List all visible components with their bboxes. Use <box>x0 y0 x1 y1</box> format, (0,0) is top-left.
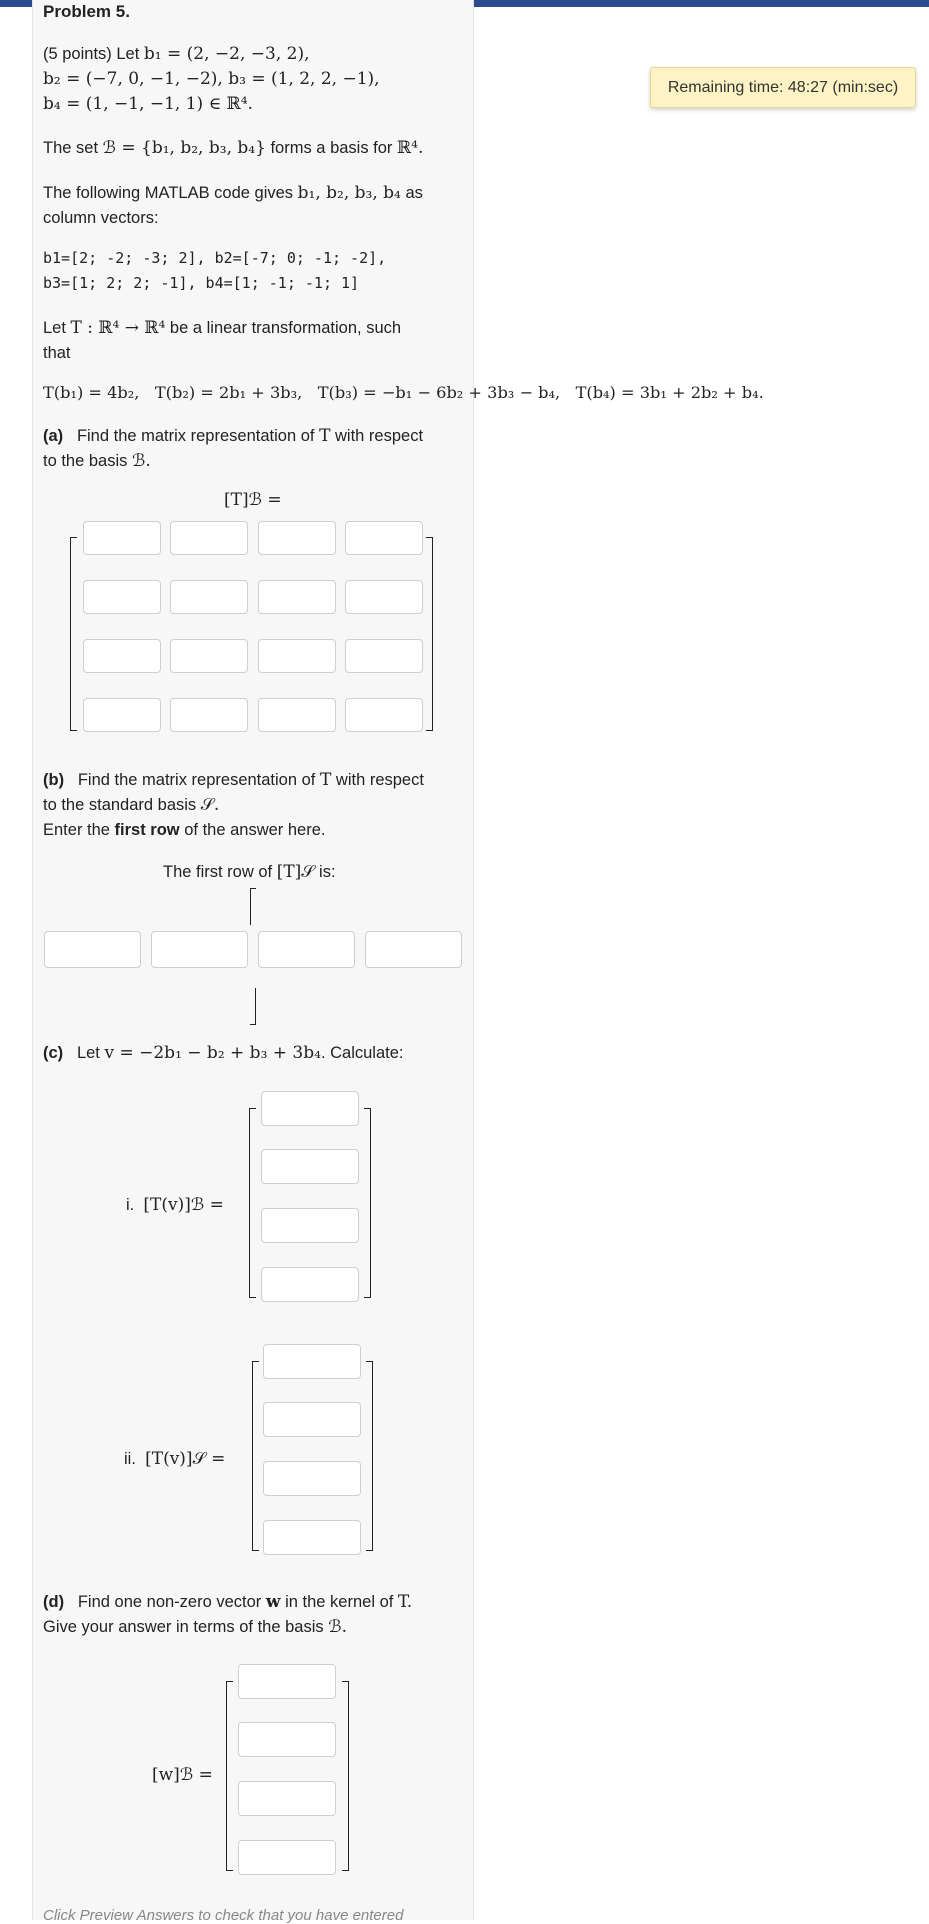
c-ii-cell[interactable] <box>263 1461 361 1496</box>
part-a-text2: to the basis <box>43 452 132 470</box>
part-a-line-1 <box>43 424 423 449</box>
first-row-cell[interactable] <box>44 931 141 968</box>
part-a-T: T <box>319 426 331 446</box>
w-cell[interactable] <box>238 1840 336 1875</box>
matlab-code-1: b1=[2; -2; -3; 2], b2=[-7; 0; -1; -2], <box>43 249 387 267</box>
part-d-line-2 <box>43 1615 347 1640</box>
matrix-a-cell[interactable] <box>345 698 423 732</box>
part-d-T: T. <box>397 1592 413 1612</box>
part-c-label: (c) <box>43 1044 64 1062</box>
c-ii-cell[interactable] <box>263 1344 361 1379</box>
matrix-a-cell[interactable] <box>258 580 336 614</box>
part-d-pre: Find one non-zero vector <box>77 1593 266 1611</box>
matrix-a-cell[interactable] <box>83 521 161 555</box>
enter-pre: Enter the <box>43 821 115 839</box>
c-ii-cell[interactable] <box>263 1520 361 1555</box>
part-b-label: (b) <box>43 771 65 789</box>
w-right-bracket <box>342 1681 349 1871</box>
part-c-line <box>43 1041 404 1066</box>
basis-post: forms a basis for <box>265 139 398 157</box>
part-b-line-1 <box>43 768 424 793</box>
problem-title: Problem 5. <box>43 2 130 21</box>
c-ii-num: ii. <box>124 1450 136 1468</box>
matlab-code-2: b3=[1; 2; 2; -1], b4=[1; -1; -1; 1] <box>43 274 360 292</box>
matrix-a-cell[interactable] <box>258 521 336 555</box>
part-a-label: (a) <box>43 427 64 445</box>
first-row-cell[interactable] <box>365 931 462 968</box>
w-left-bracket <box>226 1681 233 1871</box>
let-T-line <box>43 316 401 341</box>
part-a-post: with respect <box>330 427 424 445</box>
matlab-intro <box>43 181 423 206</box>
matrix-a-cell[interactable] <box>258 698 336 732</box>
c-ii-left-bracket <box>252 1361 259 1551</box>
c-i-math: [T(v)]ℬ = <box>143 1195 224 1215</box>
footer-text: Click Preview Answers to check that you have entered <box>43 1907 404 1924</box>
row-label-pre: The first row of <box>163 863 277 881</box>
first-row-cell[interactable] <box>151 931 248 968</box>
c-i-cell[interactable] <box>261 1208 359 1243</box>
matrix-a-cell[interactable] <box>170 521 248 555</box>
part-a-line-2 <box>43 449 151 474</box>
part-c-i-label <box>126 1193 224 1218</box>
basis-math: ℬ = {b₁, b₂, b₃, b₄} <box>102 138 266 158</box>
part-d-label: (d) <box>43 1593 65 1611</box>
let-T-math: T : ℝ⁴ → ℝ⁴ <box>70 318 166 338</box>
enter-post: of the answer here. <box>179 821 326 839</box>
basis-r4: ℝ⁴. <box>397 138 424 158</box>
part-b-basis: 𝒮. <box>200 795 220 815</box>
c-i-left-bracket <box>249 1108 256 1298</box>
remaining-time-badge: Remaining time: 48:27 (min:sec) <box>650 67 916 108</box>
row-label-post: is: <box>314 863 336 881</box>
part-b-enter-line <box>43 818 325 843</box>
part-b-line-2 <box>43 793 219 818</box>
matlab-pre: The following MATLAB code gives <box>43 184 298 202</box>
matrix-a-cell[interactable] <box>170 580 248 614</box>
part-c-post: . Calculate: <box>320 1044 404 1062</box>
basis-statement <box>43 136 423 161</box>
row-right-bracket <box>250 988 256 1025</box>
part-d-w: w <box>265 1592 281 1612</box>
part-b-post: with respect <box>331 771 424 789</box>
enter-bold: first row <box>114 821 180 839</box>
basis-pre: The set <box>43 139 103 157</box>
c-ii-math: [T(v)]𝒮 = <box>145 1449 226 1469</box>
part-c-ii-label <box>124 1447 225 1472</box>
points-text: (5 points) Let <box>43 45 144 63</box>
part-a-basis: ℬ. <box>131 451 151 471</box>
b2-b3-def: b₂ = (−7, 0, −1, −2), b₃ = (1, 2, 2, −1), <box>43 69 380 89</box>
part-c-pre: Let <box>76 1044 105 1062</box>
first-row-cell[interactable] <box>258 931 355 968</box>
part-d-basis: ℬ. <box>328 1617 347 1637</box>
c-ii-right-bracket <box>366 1361 373 1551</box>
c-i-cell[interactable] <box>261 1149 359 1184</box>
first-row-label <box>163 860 336 885</box>
matrix-a-cell[interactable] <box>83 698 161 732</box>
part-d-post: in the kernel of <box>280 1593 398 1611</box>
matrix-a-cell[interactable] <box>83 639 161 673</box>
matrix-a-right-bracket <box>426 537 433 731</box>
part-b-text2: to the standard basis <box>43 796 201 814</box>
b4-def: b₄ = (1, −1, −1, 1) ∈ ℝ⁴. <box>43 94 253 114</box>
w-cell[interactable] <box>238 1722 336 1757</box>
w-cell[interactable] <box>238 1664 336 1699</box>
let-T-line-2: that <box>43 344 71 362</box>
let-T-post: be a linear transformation, such <box>165 319 402 337</box>
part-c-v-def: v = −2b₁ − b₂ + b₃ + 3b₄ <box>104 1043 321 1063</box>
matrix-a-cell[interactable] <box>83 580 161 614</box>
matrix-a-cell[interactable] <box>345 580 423 614</box>
c-i-cell[interactable] <box>261 1267 359 1302</box>
matlab-intro-2: column vectors: <box>43 209 159 227</box>
part-d-line-1 <box>43 1590 412 1615</box>
row-left-bracket <box>250 888 256 925</box>
matrix-a-cell[interactable] <box>170 698 248 732</box>
w-cell[interactable] <box>238 1781 336 1816</box>
transformation-equations: T(b₁) = 4b₂, T(b₂) = 2b₁ + 3b₃, T(b₃) = −b₁ − 6b₂ + 3b₃ − b₄, T(b₄) = 3b₁ + 2b₂ + b₄. <box>43 383 764 402</box>
matrix-a-cell[interactable] <box>345 639 423 673</box>
matrix-a-cell[interactable] <box>345 521 423 555</box>
matrix-a-cell[interactable] <box>170 639 248 673</box>
c-i-cell[interactable] <box>261 1091 359 1126</box>
c-i-num: i. <box>126 1196 135 1214</box>
matlab-post: as <box>400 184 423 202</box>
c-ii-cell[interactable] <box>263 1402 361 1437</box>
let-T-pre: Let <box>43 319 71 337</box>
intro-line-1 <box>43 42 309 67</box>
matrix-a-label: [T]ℬ = <box>224 490 282 510</box>
matrix-a-cell[interactable] <box>258 639 336 673</box>
part-d-text2: Give your answer in terms of the basis <box>43 1618 329 1636</box>
matrix-a-left-bracket <box>70 537 77 731</box>
matlab-math: b₁, b₂, b₃, b₄ <box>297 183 401 203</box>
b1-def: b₁ = (2, −2, −3, 2), <box>143 44 310 64</box>
w-vector-label: [w]ℬ = <box>152 1765 213 1785</box>
part-b-text: Find the matrix representation of <box>77 771 320 789</box>
c-i-right-bracket <box>364 1108 371 1298</box>
row-label-math: [T]𝒮 <box>276 862 315 882</box>
part-b-T: T <box>319 770 332 790</box>
part-a-text: Find the matrix representation of <box>76 427 320 445</box>
